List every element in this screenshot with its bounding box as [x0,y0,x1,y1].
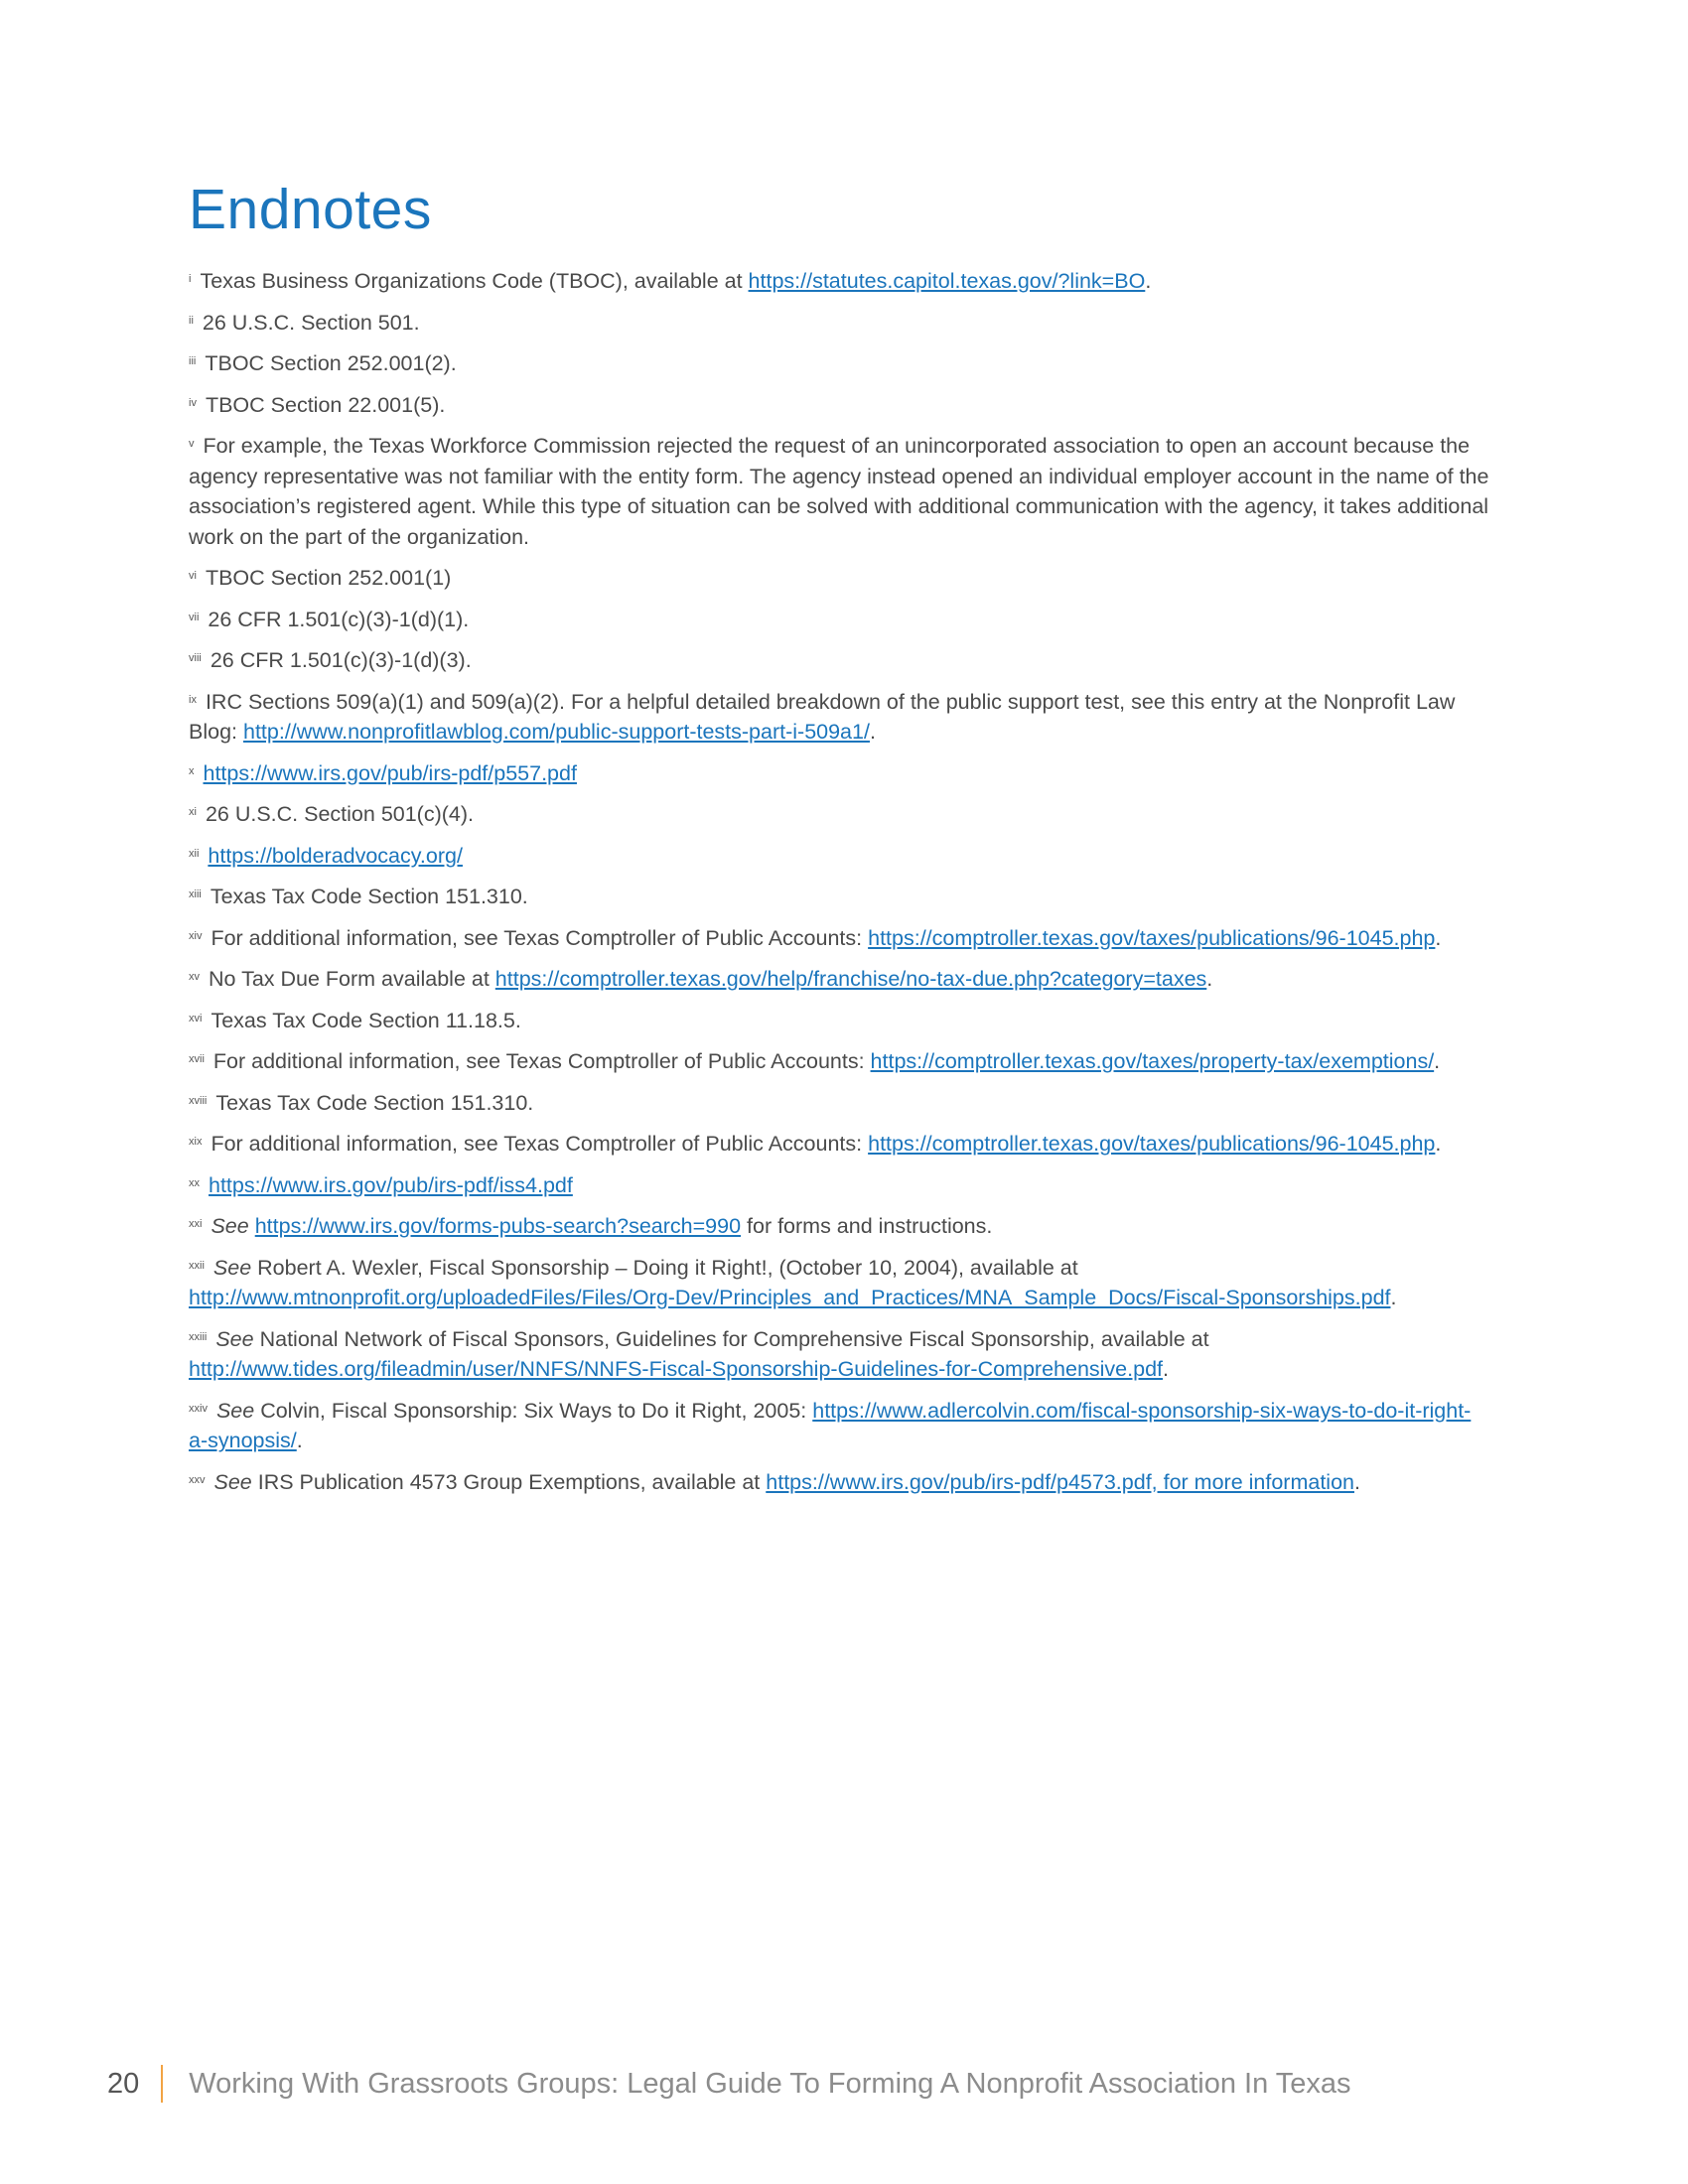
endnote-text: IRS Publication 4573 Group Exemptions, available at [251,1469,767,1494]
endnote-marker: iii [189,355,197,367]
endnote-xiv [189,923,1489,954]
endnote-see: See [211,1214,249,1238]
endnote-text: Texas Business Organizations Code (TBOC), available at [200,269,749,293]
endnote-link[interactable]: https://www.irs.gov/pub/irs-pdf/p4573.pdf, for more information [766,1469,1354,1494]
endnote-i [189,266,1489,297]
endnote-marker: xxiii [189,1330,208,1343]
endnote-v [189,431,1489,552]
endnote-marker: xiv [189,929,203,942]
endnote-link[interactable]: https://statutes.capitol.texas.gov/?link=BO [748,269,1146,293]
endnote-text-trailing: . [1434,1049,1441,1073]
endnote-xi [189,799,1489,830]
endnote-marker: xxiv [189,1402,208,1415]
endnote-text: 26 U.S.C. Section 501(c)(4). [205,802,475,826]
endnote-text: TBOC Section 252.001(2). [205,351,457,375]
endnote-xii [189,841,1489,872]
endnote-text: National Network of Fiscal Sponsors, Guidelines for Comprehensive Fiscal Sponsorship, available at [253,1326,1209,1351]
endnote-xix [189,1129,1489,1160]
endnote-xvi [189,1006,1489,1036]
endnote-x [189,758,1489,789]
endnote-text-trailing: . [1435,1132,1442,1156]
endnote-text: IRC Sections 509(a)(1) and 509(a)(2). For a helpful detailed breakdown of the public support test, see this entry at the Nonprofit Law Blog: [189,689,1456,744]
endnote-viii [189,645,1489,676]
document-title: Working With Grassroots Groups: Legal Guide To Forming A Nonprofit Association In Texas [189,2067,1351,2100]
endnote-marker: xix [189,1136,203,1148]
endnote-marker: viii [189,652,202,664]
endnote-ix [189,687,1489,748]
endnote-marker: xxii [189,1259,205,1272]
endnote-see: See [212,1255,252,1280]
endnote-text: For example, the Texas Workforce Commission rejected the request of an unincorporated association to open an account because the agency representative was not familiar with the entity form. The agency instead opened an individual employer account in the name of the association’s registered agent. While this type of situation can be solved with additional communication with the agency, it takes additional work on the part of the organization. [189,434,1489,549]
endnote-marker: vii [189,611,200,623]
endnote-marker: v [189,438,195,450]
endnote-text: 26 CFR 1.501(c)(3)-1(d)(3). [210,648,472,672]
endnote-text-trailing: . [1145,269,1152,293]
endnote-xviii [189,1088,1489,1119]
endnote-marker: xviii [189,1094,208,1107]
endnote-text: For additional information, see Texas Comptroller of Public Accounts: [211,1132,869,1156]
endnote-link[interactable]: http://www.tides.org/fileadmin/user/NNFS/NNFS-Fiscal-Sponsorship-Guidelines-for-Comprehensive.pdf [189,1357,1164,1381]
endnote-marker: vi [189,570,197,582]
endnote-marker: ii [189,314,194,327]
endnotes-list [189,266,1489,1508]
endnote-link[interactable]: https://comptroller.texas.gov/taxes/publications/96-1045.php [868,1132,1436,1156]
endnote-text-trailing: . [1435,925,1442,950]
endnote-see: See [213,1469,252,1494]
endnote-marker: xi [189,806,197,818]
endnote-text-trailing: . [1354,1469,1360,1494]
endnote-xvii [189,1046,1489,1077]
endnote-link[interactable]: https://comptroller.texas.gov/taxes/property-tax/exemptions/ [870,1049,1435,1073]
endnote-text-trailing: . [1390,1286,1397,1309]
endnote-xxii [189,1253,1489,1313]
endnote-marker: xv [189,971,200,983]
endnote-text: Colvin, Fiscal Sponsorship: Six Ways to Do it Right, 2005: [254,1398,813,1423]
page-number: 20 [107,2067,140,2100]
endnote-text: Texas Tax Code Section 151.310. [215,1090,534,1115]
endnote-vi [189,563,1489,594]
endnote-iii [189,348,1489,379]
endnote-link[interactable]: http://www.mtnonprofit.org/uploadedFiles/Files/Org-Dev/Principles_and_Practices/MNA_Sample_Docs/Fiscal-Sponsorships.pdf [189,1286,1391,1309]
endnote-marker: xvii [189,1053,205,1065]
endnote-vii [189,605,1489,635]
endnote-marker: xvi [189,1012,203,1024]
endnote-marker: xxv [189,1473,206,1486]
endnote-link[interactable]: https://www.irs.gov/pub/irs-pdf/iss4.pdf [209,1172,573,1197]
endnote-xv [189,964,1489,995]
endnote-xxiv [189,1396,1489,1456]
footer-divider [161,2065,163,2103]
page-title: Endnotes [189,178,432,241]
endnote-xx [189,1170,1489,1201]
endnote-text: 26 CFR 1.501(c)(3)-1(d)(1). [208,607,470,631]
endnote-text: 26 U.S.C. Section 501. [202,310,420,335]
endnote-text-trailing: for forms and instructions. [741,1214,993,1238]
endnote-marker: xiii [189,888,202,900]
endnote-marker: iv [189,396,197,409]
endnote-text: Texas Tax Code Section 151.310. [210,885,528,908]
page-footer [107,2065,1351,2103]
endnote-marker: i [189,273,192,285]
endnote-see: See [215,1326,254,1351]
endnote-text: Robert A. Wexler, Fiscal Sponsorship – Doing it Right!, (October 10, 2004), available at [251,1255,1078,1280]
endnote-text: For additional information, see Texas Comptroller of Public Accounts: [211,925,869,950]
endnote-xxiii [189,1324,1489,1385]
endnote-link[interactable]: https://comptroller.texas.gov/help/franchise/no-tax-due.php?category=taxes [494,967,1207,991]
endnote-text: No Tax Due Form available at [209,967,495,991]
endnote-iv [189,390,1489,421]
endnote-xxv [189,1467,1489,1498]
endnote-text: For additional information, see Texas Comptroller of Public Accounts: [212,1049,871,1073]
endnote-text-trailing: . [1163,1357,1169,1381]
endnote-marker: x [189,764,195,777]
endnote-link[interactable]: https://bolderadvocacy.org/ [208,843,463,868]
endnote-text-trailing: . [296,1429,303,1452]
endnote-xiii [189,882,1489,912]
endnote-xxi [189,1211,1489,1242]
endnote-see: See [215,1398,255,1423]
endnote-link[interactable]: https://comptroller.texas.gov/taxes/publications/96-1045.php [868,925,1436,950]
endnote-link[interactable]: https://www.irs.gov/pub/irs-pdf/p557.pdf [203,760,577,785]
endnote-ii [189,308,1489,339]
endnote-link[interactable]: http://www.nonprofitlawblog.com/public-support-tests-part-i-509a1/ [242,720,870,744]
endnote-text-trailing: . [869,720,876,744]
endnote-marker: xx [189,1176,200,1189]
endnote-text: TBOC Section 252.001(1) [205,566,452,590]
endnote-text: Texas Tax Code Section 11.18.5. [211,1008,521,1032]
endnote-text: TBOC Section 22.001(5). [205,392,446,417]
endnote-link[interactable]: https://www.adlercolvin.com/fiscal-sponsorship-six-ways-to-do-it-right-a-synopsis/ [189,1398,1472,1452]
endnote-marker: xii [189,847,200,860]
endnote-marker: xxi [189,1218,203,1230]
endnote-marker: ix [189,693,197,706]
endnote-text-trailing: . [1206,967,1213,991]
endnote-link[interactable]: https://www.irs.gov/forms-pubs-search?search=990 [254,1214,742,1238]
